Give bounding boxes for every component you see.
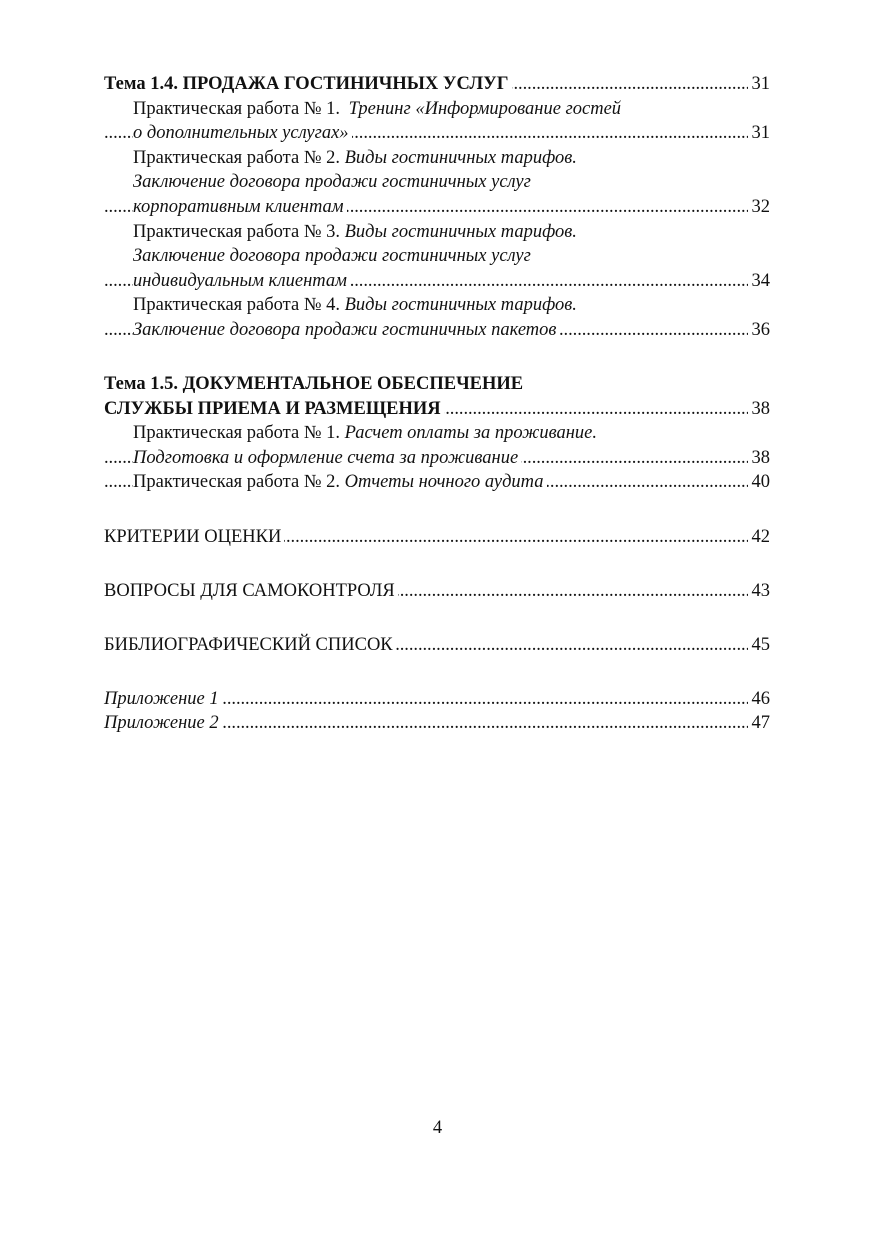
work-title-line: Отчеты ночного аудита [344,472,544,493]
section-spacer [104,603,770,633]
appendix-2-page: 47 [748,711,771,736]
toc-appendix-1[interactable] [104,687,770,712]
work-title-line: Тренинг «Информирование гостей [348,98,622,119]
toc-bibliography[interactable] [104,633,770,658]
toc-page-number: 36 [748,318,771,343]
bibliography-title: БИБЛИОГРАФИЧЕСКИЙ СПИСОК [104,635,396,655]
table-of-contents [104,72,770,736]
toc-item-1-4-work-4[interactable] [104,293,770,318]
topic-1-5-title-line-2: СЛУЖБЫ ПРИЕМА И РАЗМЕЩЕНИЯ [104,399,444,419]
work-prefix: Практическая работа № 1. [133,423,345,444]
work-title-line: Подготовка и оформление счета за проживание [133,448,521,468]
toc-item-1-4-work-3-end[interactable] [104,269,770,294]
section-spacer [104,549,770,579]
criteria-page: 42 [748,525,771,550]
work-prefix: Практическая работа № 2. [133,147,345,168]
toc-item-1-4-work-1[interactable] [104,97,770,122]
toc-item-1-5-work-1-end[interactable] [104,446,770,471]
questions-title: ВОПРОСЫ ДЛЯ САМОКОНТРОЛЯ [104,581,398,601]
toc-criteria[interactable] [104,525,770,550]
work-title-line: Расчет оплаты за проживание. [344,423,597,444]
toc-item-1-4-work-2-end[interactable] [104,195,770,220]
toc-item-1-4-work-1-end[interactable] [104,121,770,146]
toc-topic-1-5-end[interactable] [104,397,770,422]
work-title-line: Виды гостиничных тарифов. [344,221,577,242]
section-spacer [104,657,770,687]
toc-item-1-4-work-2[interactable] [104,146,770,171]
toc-page-number: 31 [748,121,771,146]
toc-item-1-4-work-3[interactable] [104,220,770,245]
toc-appendix-2[interactable] [104,711,770,736]
work-prefix: Практическая работа № 3. [133,221,345,242]
work-title-line: Заключение договора продажи гостиничных пакетов [133,320,559,340]
toc-item-1-4-work-3-line-2[interactable] [104,244,770,269]
work-prefix: Практическая работа № 4. [133,295,345,316]
toc-item-1-4-work-4-end[interactable] [104,318,770,343]
work-prefix: Практическая работа № 2. [133,472,345,493]
toc-topic-1-5[interactable] [104,372,770,397]
questions-page: 43 [748,579,771,604]
appendix-1-title: Приложение 1 [104,689,222,709]
page-number: 4 [432,1118,443,1138]
appendix-2-title: Приложение 2 [104,713,222,733]
bibliography-page: 45 [748,633,771,658]
topic-1-5-title-line-1: ДОКУМЕНТАЛЬНОЕ ОБЕСПЕЧЕНИЕ [177,374,524,395]
toc-item-1-5-work-2[interactable] [104,470,770,495]
work-title-line: Заключение договора продажи гостиничных услуг [133,246,531,267]
topic-1-4-page: 31 [748,72,771,97]
toc-page-number: 34 [748,269,771,294]
work-prefix: Практическая работа № 1. [133,98,345,119]
work-title-line: корпоративным клиентам [133,197,347,217]
topic-1-5-page: 38 [748,397,771,422]
criteria-title: КРИТЕРИИ ОЦЕНКИ [104,527,284,547]
toc-item-1-4-work-2-line-2[interactable] [104,170,770,195]
toc-page-number: 32 [748,195,771,220]
work-title-line: Виды гостиничных тарифов. [344,147,577,168]
section-spacer [104,495,770,525]
appendix-1-page: 46 [748,687,771,712]
topic-1-4-title: ПРОДАЖА ГОСТИНИЧНЫХ УСЛУГ [177,74,509,94]
work-title-line: Заключение договора продажи гостиничных услуг [133,172,531,193]
toc-page-number: 38 [748,446,771,471]
topic-1-4-label: Тема 1.4. [104,74,178,94]
toc-topic-1-4[interactable] [104,72,770,97]
toc-questions[interactable] [104,579,770,604]
work-title-line: индивидуальным клиентам [133,271,350,291]
work-title-line: о дополнительных услугах» [133,123,352,143]
work-title-line: Виды гостиничных тарифов. [344,295,577,316]
toc-item-1-5-work-1[interactable] [104,421,770,446]
section-spacer [104,343,770,373]
topic-1-5-label: Тема 1.5. [104,374,178,395]
toc-page-number: 40 [748,470,771,495]
